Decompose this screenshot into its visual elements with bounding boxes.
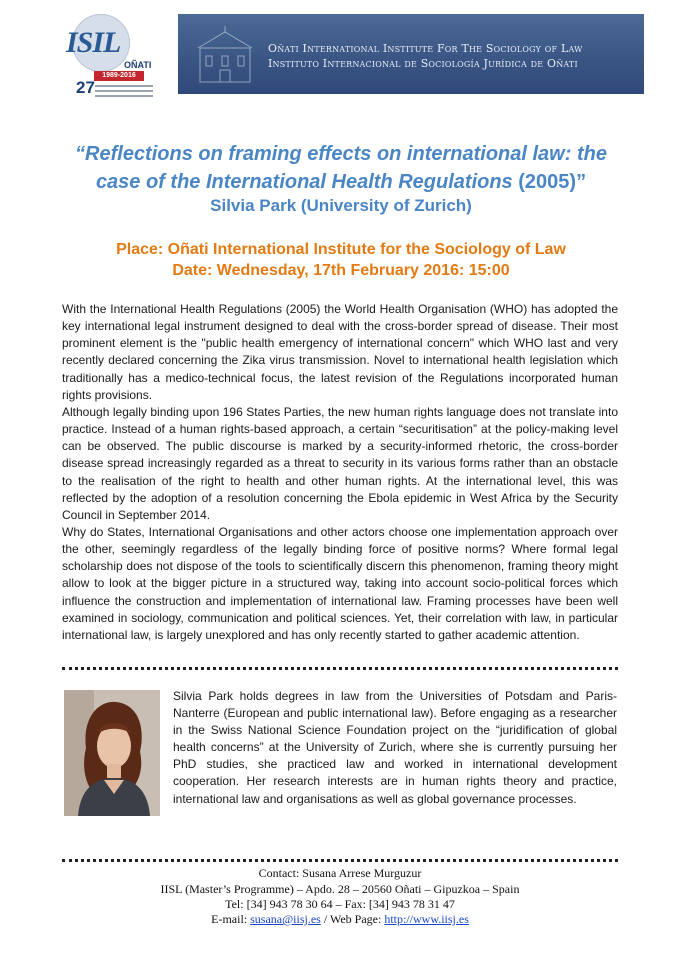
website-link[interactable]: http://www.iisj.es (384, 912, 469, 926)
email-link[interactable]: susana@iisj.es (250, 912, 321, 926)
banner-title-en: Oñati International Institute For The Sociology of Law (268, 42, 583, 55)
speaker-photo (64, 690, 160, 816)
logo-anniversary: 27 (76, 78, 95, 97)
talk-title-text: case of the International Health Regulations (95, 171, 513, 193)
banner-title-es: Instituto Internacional de Sociología Jurídica de Oñati (268, 57, 578, 70)
logo-caption-line (95, 85, 153, 87)
speaker-name: Silvia Park (University of Zurich) (210, 196, 472, 215)
logo-caption-line (95, 95, 153, 97)
event-place: Place: Oñati International Institute for the Sociology of Law (116, 241, 566, 258)
abstract-paragraph-2: Although legally binding upon 196 States Parties, the new human rights language does not translate into practice. Instead of a human rights-based approach, a certain “securitisation” at the policy-making level can be observed. The public discourse is marked by a security-informed rhetoric, the cross-border disease spread increasingly regarded as a threat to security in its various forms rather than an obstacle to the realisation of the right to health and other human rights. At the international level, this was reflected by the adoption of a resolution concerning the Ebola epidemic in West Africa by the Security Council in September 2014. (62, 405, 618, 522)
abstract-paragraph-1: With the International Health Regulations (2005) the World Health Organisation (WHO) has adopted the key international legal instrument designed to deal with the cross-border spread of disease. Their most prominent element is the "public health emergency of international concern" which WHO last and very recently declared concerning the Zika virus transmission. Novel to international health legislation which traditionally has a medico-technical focus, the latest revision of the Regulations incorporated human rights provisions. (62, 302, 618, 402)
footer-address: IISL (Master’s Programme) – Apdo. 28 – 20560 Oñati – Gipuzkoa – Spain (160, 882, 520, 896)
talk-title-line-2 (40, 168, 642, 196)
institute-logo (62, 12, 162, 102)
footer-contact: Contact: Susana Arrese Murguzur (258, 866, 422, 880)
logo-place: OÑATI (124, 60, 152, 70)
event-date: Date: Wednesday, 17th February 2016: 15:00 (172, 262, 510, 279)
logo-caption-line (95, 90, 153, 92)
section-divider (62, 859, 618, 862)
footer-phone: Tel: [34] 943 78 30 64 – Fax: [34] 943 78 31 47 (225, 897, 455, 911)
building-sketch-icon (194, 24, 256, 86)
portrait-icon (64, 690, 160, 816)
logo-years: 1989-2016 (94, 71, 144, 81)
footer-links (62, 912, 618, 927)
email-label: E-mail: (211, 912, 251, 926)
section-divider (62, 667, 618, 670)
talk-title-year: (2005)” (518, 171, 587, 193)
abstract-paragraph-3: Why do States, International Organisations and other actors choose one implementation approach over the other, seemingly regardless of the legally binding force of positive norms? Where formal legal scholarship does not dispose of the tools to scientifically discern this phenomenon, framing theory might allow to look at the bigger picture in a structured way, taking into account socio-political forces which influence the construction and implementation of international law. Framing processes have been well examined in sociology, communication and political sciences. Yet, their correlation with law, in particular international law, is largely unexplored and has only recently started to gather academic attention. (62, 525, 618, 642)
institute-banner (178, 14, 644, 94)
web-label: / Web Page: (320, 912, 385, 926)
speaker-bio: Silvia Park holds degrees in law from the Universities of Potsdam and Paris-Nanterre (European and public international law). Before engaging as a researcher in the Swiss National Science Foundation project on the “juridification of global health concerns” at the University of Zurich, where she is currently pursuing her PhD studies, she practiced law and worked in international development cooperation. Her research interests are in human rights theory and practice, international law and organisations as well as global governance processes. (173, 689, 617, 806)
logo-text: ISIL (66, 26, 121, 59)
talk-title-line-1: “Reflections on framing effects on international law: the (75, 143, 607, 165)
